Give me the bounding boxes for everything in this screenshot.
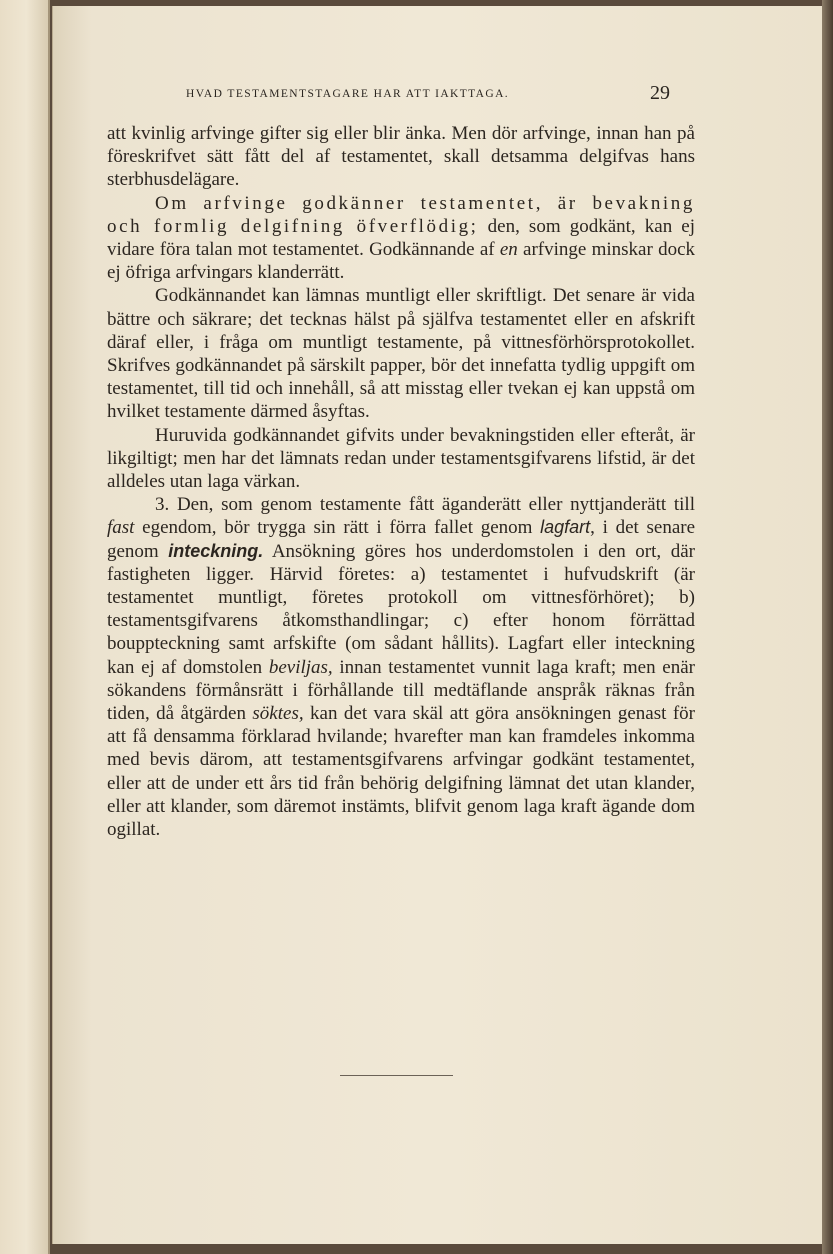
text-segment: arfvinge minskar dock ej öfriga arfvingars klanderrätt. <box>107 239 695 284</box>
text-segment: att kvinlig arfvinge gifter sig eller blir änka. Men dör arfvinge, innan han på föreskrifvet sätt fått del af testamentet, skall detsamma delgifvas hans sterbhusdelägare. <box>107 123 695 191</box>
text-segment: lagfart <box>540 517 591 538</box>
text-segment: en <box>499 239 518 261</box>
text-segment: Godkännandet kan lämnas muntligt eller skriftligt. Det senare är vida bättre och säkrare; det tecknas hälst på själfva testamentet eller en afskrift däraf eller, i fråga om muntligt testamente, på vittnesförhörsprotokollet. Skrifves godkännandet på särskilt papper, bör det innefatta tydlig uppgift om testamentet, till tid och innehåll, så att misstag eller tvekan ej kan uppstå om hvilket testamente därmed åsyftas. <box>107 285 695 423</box>
text-segment: söktes, <box>252 703 304 725</box>
text-segment: den, som godkänt, kan ej vidare föra talan mot testamentet. Godkännande af <box>107 215 695 261</box>
body-text <box>107 122 695 841</box>
page-number: 29 <box>650 82 670 104</box>
paragraph <box>107 493 695 841</box>
text-segment: Om arfvinge godkänner testamentet, är bevakning och formlig delgifning öfverflödig; <box>107 192 695 237</box>
paragraph <box>107 424 695 494</box>
text-segment: , i det senare genom <box>107 517 696 562</box>
text-segment: Huruvida godkännandet gifvits under bevakningstiden eller efteråt, är likgiltigt; men har det lämnats redan under testamentsgifvarens lifstid, är det alldeles utan laga värkan. <box>107 424 695 493</box>
text-segment: beviljas, <box>268 656 333 678</box>
paragraph <box>107 284 695 423</box>
facing-page-edge <box>0 0 50 1254</box>
text-segment: egendom, bör trygga sin rätt i förra fallet genom <box>134 517 541 539</box>
paragraph <box>107 122 695 192</box>
text-segment: 3. Den, som genom testamente fått äganderätt eller nyttjanderätt till <box>155 494 695 516</box>
facing-page-fragments <box>0 100 14 1000</box>
text-segment: innan testamentet vunnit laga kraft; men enär sökandens förmånsrätt i förhållande till medtäflande anspråk räknas från tiden, då åtgärden <box>107 656 695 725</box>
page-header <box>186 82 670 108</box>
text-segment: kan det vara skäl att göra ansökningen genast för att få densamma förklarad hvilande; hvarefter man kan framdeles inkomma med bevis därom, att testamentsgifvarens arfvingar godkänt testamentet, eller att de under ett års tid från behörig delgifning lämnat det utan klander, eller att klander, som däremot instämts, blifvit genom laga kraft ägande dom ogillat. <box>107 703 695 841</box>
paragraph <box>107 192 695 285</box>
book-edge <box>822 0 833 1254</box>
text-segment: inteckning. <box>168 540 264 561</box>
running-head: HVAD TESTAMENTSTAGARE HAR ATT IAKTTAGA. <box>186 88 510 100</box>
text-segment: Ansökning göres hos underdomstolen i den ort, där fastigheten ligger. Härvid företes: a) testamentet i hufvudskrift (är testamentet muntligt, företes protokoll om vittnesförhöret); b) testamentsgifvarens åtkomsthandlingar; c) efter honom förrättad bouppteckning samt arfskifte (om sådant hållits). Lagfart eller inteckning kan ej af domstolen <box>107 540 695 678</box>
text-segment: fast <box>107 517 135 539</box>
end-rule <box>340 1075 453 1076</box>
